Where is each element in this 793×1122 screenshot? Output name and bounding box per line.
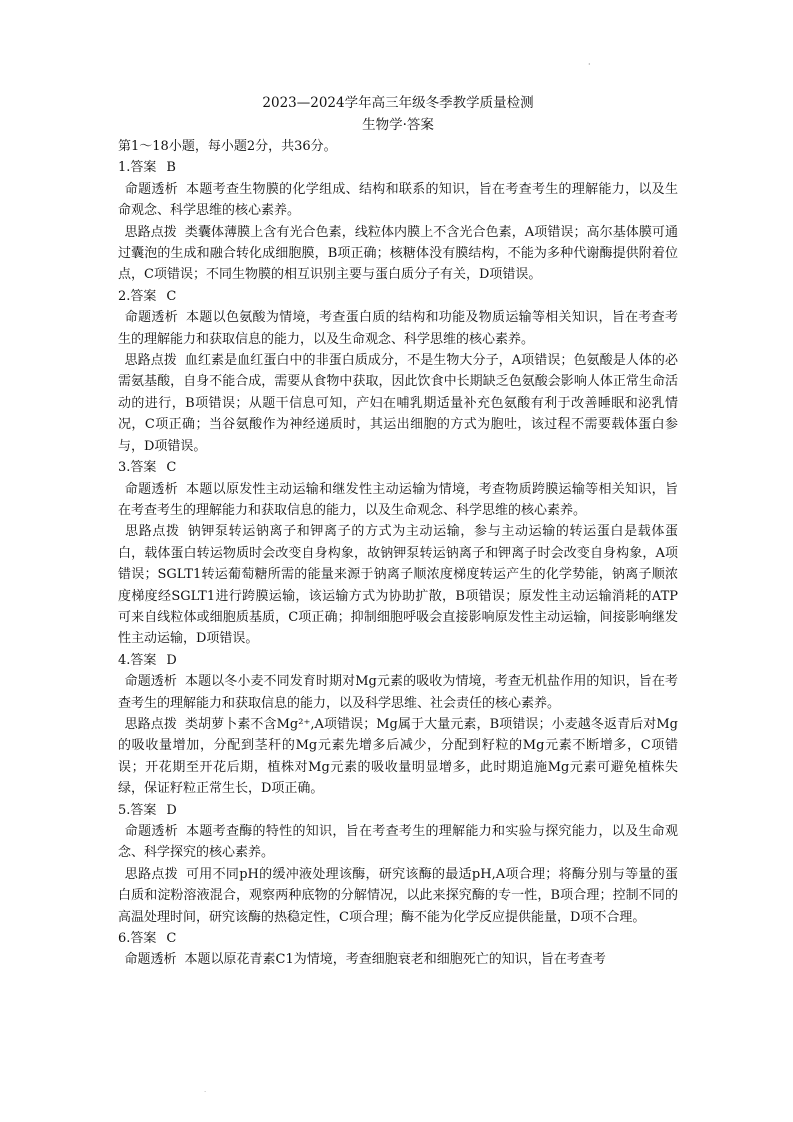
analysis-label: 命题透析	[124, 674, 177, 690]
analysis-text: 本题以原发性主动运输和继发性主动运输为情境，考查物质跨膜运输等相关知识，旨在考查考生的理解能力和获取信息的能力，以及生命观念、科学思维的核心素养。	[118, 481, 678, 518]
question-block	[118, 800, 678, 928]
hint-paragraph	[118, 350, 678, 457]
hint-text: 血红素是血红蛋白中的非蛋白质成分，不是生物大分子，A项错误；色氨酸是人体的必需氨基酸，自身不能合成，需要从食物中获取，因此饮食中长期缺乏色氨酸会影响人体正常生命活动的进行，B项错误；从题干信息可知，产妇在哺乳期适量补充色氨酸有利于改善睡眠和泌乳情况，C项正确；当谷氨酸作为神经递质时，其运出细胞的方式为胞吐，该过程不需要载体蛋白参与，D项错误。	[118, 353, 678, 454]
question-block	[118, 457, 678, 650]
scan-mark: ·	[204, 1088, 207, 1096]
hint-label: 思路点拨	[124, 224, 177, 240]
answer-line	[118, 286, 678, 307]
answer-label: 5.答案	[118, 802, 157, 818]
answer-label: 4.答案	[118, 652, 157, 668]
hint-label: 思路点拨	[124, 866, 178, 882]
hint-text: 类囊体薄膜上含有光合色素，线粒体内膜上不含光合色素，A项错误；高尔基体膜可通过囊泡的生成和融合转化成细胞膜，B项正确；核糖体没有膜结构，不能为多种代谢酶提供附着位点，C项错误；不同生物膜的相互识别主要与蛋白质分子有关，D项错误。	[118, 224, 678, 283]
answer-letter: D	[166, 652, 177, 668]
hint-label: 思路点拨	[124, 524, 180, 540]
analysis-paragraph	[118, 479, 678, 522]
hint-paragraph	[118, 521, 678, 649]
hint-paragraph	[118, 714, 678, 800]
hint-label: 思路点拨	[124, 353, 177, 369]
question-block	[118, 286, 678, 457]
analysis-text: 本题以原花青素C1为情境，考查细胞衰老和细胞死亡的知识，旨在考查考	[184, 952, 606, 968]
question-block	[118, 157, 678, 285]
hint-text: 可用不同pH的缓冲液处理该酶，研究该酶的最适pH,A项合理；将酶分别与等量的蛋白质和淀粉溶液混合，观察两种底物的分解情况，以此来探究酶的专一性，B项合理；控制不同的高温处理时间，研究该酶的热稳定性，C项合理；酶不能为化学反应提供能量，D项不合理。	[118, 866, 678, 925]
answer-letter: C	[166, 460, 177, 476]
question-block	[118, 928, 678, 971]
analysis-paragraph	[118, 949, 678, 970]
analysis-paragraph	[118, 821, 678, 864]
question-list	[118, 157, 678, 970]
scan-mark: ·	[588, 60, 591, 69]
hint-paragraph	[118, 222, 678, 286]
answer-line	[118, 800, 678, 821]
answer-letter: C	[166, 288, 177, 304]
answer-line	[118, 650, 678, 671]
answer-letter: B	[166, 160, 176, 176]
answer-line	[118, 457, 678, 478]
answer-line	[118, 928, 678, 949]
answer-label: 1.答案	[118, 160, 157, 176]
question-block	[118, 650, 678, 800]
hint-label: 思路点拨	[124, 716, 177, 732]
answer-line	[118, 157, 678, 178]
answer-label: 6.答案	[118, 931, 157, 947]
answer-label: 2.答案	[118, 288, 157, 304]
analysis-label: 命题透析	[124, 824, 179, 839]
analysis-label: 命题透析	[124, 310, 179, 326]
analysis-text: 本题考查生物膜的化学组成、结构和联系的知识，旨在考查考生的理解能力，以及生命观念、科学思维的核心素养。	[118, 181, 678, 219]
document-subtitle: 生物学·答案	[362, 117, 434, 133]
answer-letter: C	[166, 931, 177, 947]
answer-document	[118, 92, 678, 971]
analysis-text: 本题考查酶的特性的知识，旨在考查考生的理解能力和实验与探究能力，以及生命观念、科学探究的核心素养。	[118, 824, 678, 861]
analysis-label: 命题透析	[124, 952, 177, 968]
analysis-paragraph	[118, 179, 678, 222]
analysis-text: 本题以色氨酸为情境，考查蛋白质的结构和功能及物质运输等相关知识，旨在考查考生的理解能力和获取信息的能力，以及生命观念、科学思维的核心素养。	[118, 310, 678, 347]
analysis-text: 本题以冬小麦不同发育时期对Mg元素的吸收为情境，考查无机盐作用的知识，旨在考查考生的理解能力和获取信息的能力，以及科学思维、社会责任的核心素养。	[118, 674, 678, 711]
answer-label: 3.答案	[118, 460, 157, 476]
intro-line: 第1～18小题，每小题2分，共36分。	[118, 139, 337, 154]
analysis-paragraph	[118, 671, 678, 714]
analysis-label: 命题透析	[124, 481, 179, 497]
document-title: 2023—2024学年高三年级冬季教学质量检测	[262, 95, 534, 111]
hint-text: 钠钾泵转运钠离子和钾离子的方式为主动运输，参与主动运输的转运蛋白是载体蛋白，载体蛋白转运物质时会改变自身构象，故钠钾泵转运钠离子和钾离子时会改变自身构象，A项错误；SGLT1转运葡萄糖所需的能量来源于钠离子顺浓度梯度转运产生的化学势能，钠离子顺浓度梯度经SGLT1进行跨膜运输，该运输方式为协助扩散，B项错误；原发性主动运输消耗的ATP可来自线粒体或细胞质基质，C项正确；抑制细胞呼吸会直接影响原发性主动运输，间接影响继发性主动运输，D项错误。	[118, 524, 678, 647]
answer-letter: D	[166, 802, 177, 818]
hint-paragraph	[118, 864, 678, 928]
analysis-label: 命题透析	[124, 181, 179, 197]
hint-text: 类胡萝卜素不含Mg²⁺,A项错误；Mg属于大量元素，B项错误；小麦越冬返青后对Mg的吸收量增加，分配到茎秆的Mg元素先增多后减少，分配到籽粒的Mg元素不断增多，C项错误；开花期至开花后期，植株对Mg元素的吸收量明显增多，此时期追施Mg元素可避免植株失绿，保证籽粒正常生长，D项正确。	[118, 716, 678, 797]
analysis-paragraph	[118, 307, 678, 350]
